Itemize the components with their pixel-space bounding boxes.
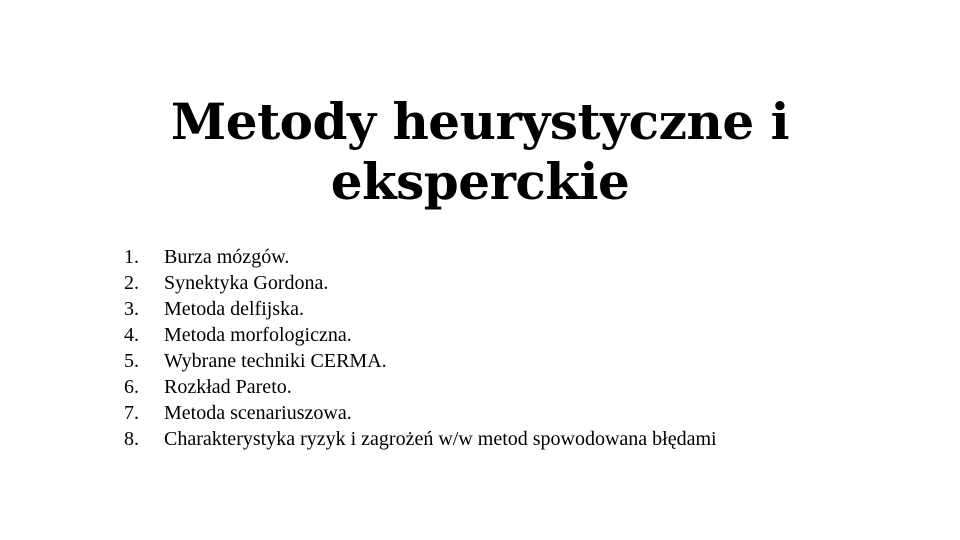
list-item	[124, 426, 717, 452]
list-item-number: 7.	[124, 402, 139, 424]
list-item	[124, 374, 717, 400]
list-item-number: 2.	[124, 272, 139, 294]
list-item	[124, 296, 717, 322]
list-item-text: Rozkład Pareto.	[164, 376, 292, 398]
list-item	[124, 400, 717, 426]
list-item-text: Synektyka Gordona.	[164, 272, 329, 294]
list-item	[124, 270, 717, 296]
list-item-number: 4.	[124, 324, 139, 346]
list-item-number: 1.	[124, 246, 139, 268]
list-item-text: Charakterystyka ryzyk i zagrożeń w/w metod spowodowana błędami	[164, 428, 717, 450]
list-item-number: 6.	[124, 376, 139, 398]
list-item-number: 3.	[124, 298, 139, 320]
list-item-number: 8.	[124, 428, 139, 450]
list-item-text: Metoda morfologiczna.	[164, 324, 352, 346]
list-item-text: Wybrane techniki CERMA.	[164, 350, 387, 372]
list-item	[124, 348, 717, 374]
list-item-text: Metoda scenariuszowa.	[164, 402, 352, 424]
list-item-text: Burza mózgów.	[164, 246, 290, 268]
method-list	[124, 244, 717, 452]
slide-title: Metody heurystyczne i eksperckie	[170, 92, 790, 211]
list-item	[124, 322, 717, 348]
list-item-text: Metoda delfijska.	[164, 298, 304, 320]
list-item	[124, 244, 717, 270]
list-item-number: 5.	[124, 350, 139, 372]
